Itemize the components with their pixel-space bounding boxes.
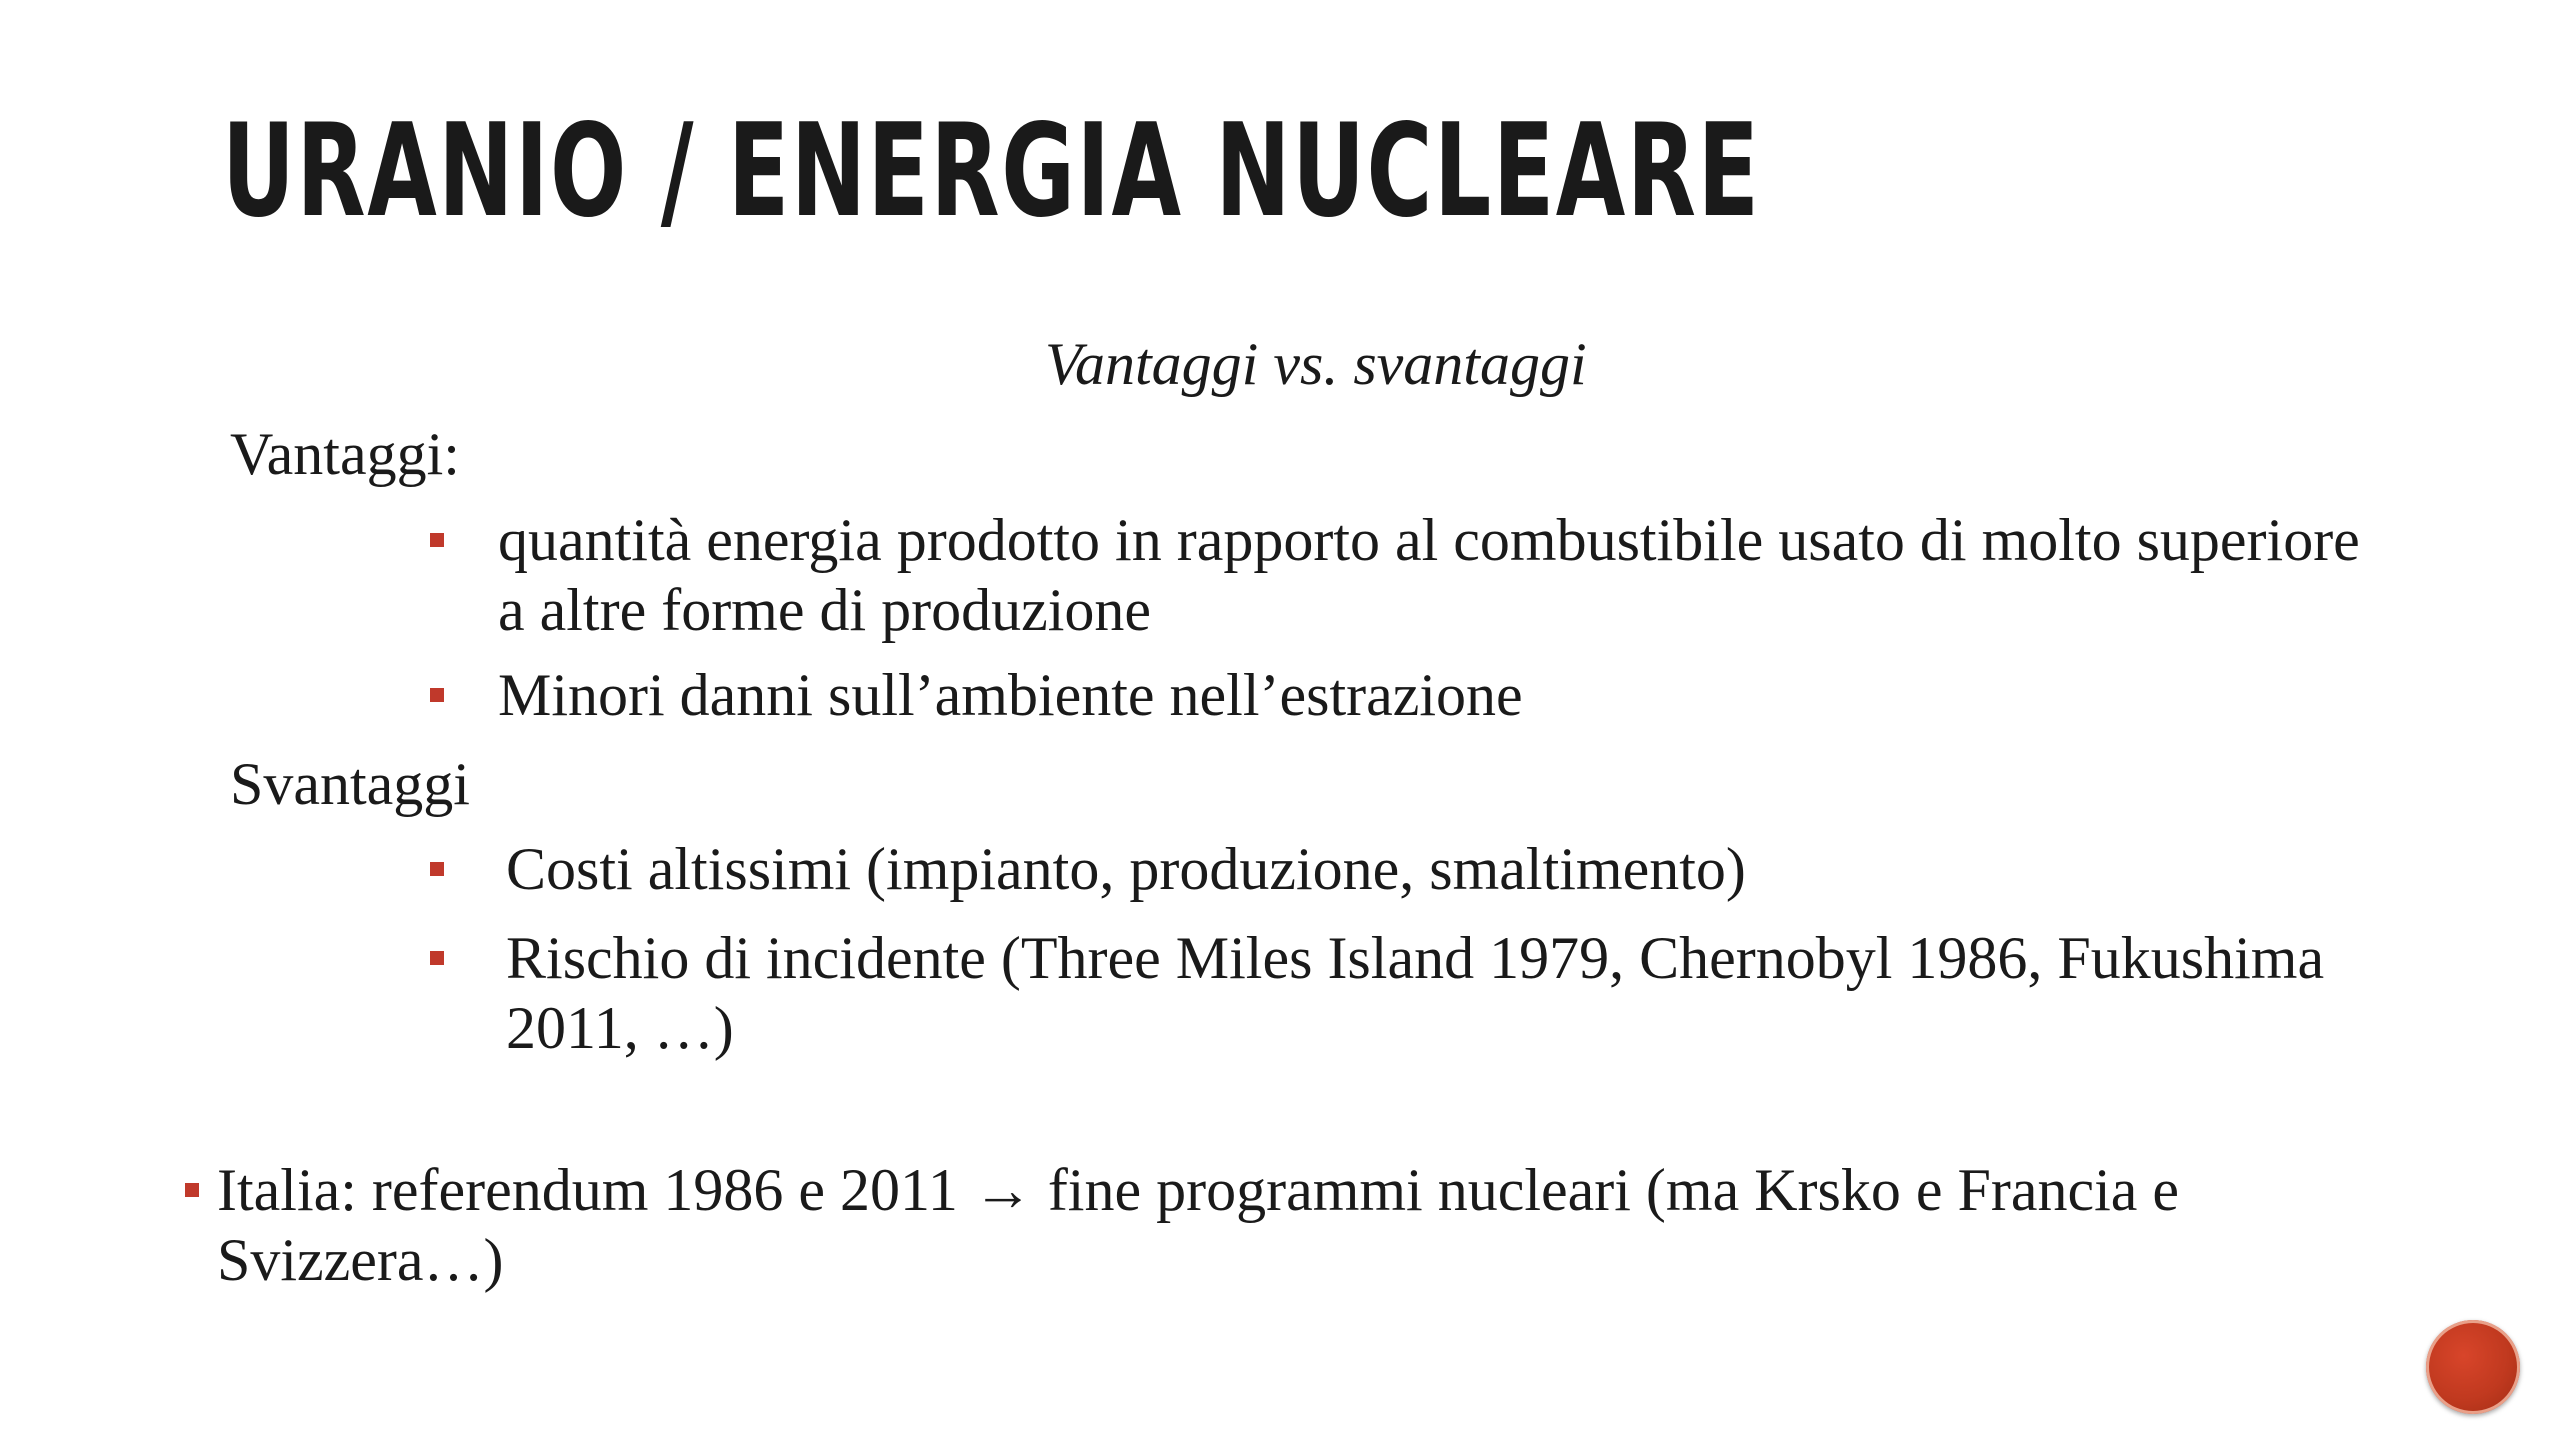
slide-title: URANIO / ENERGIA NUCLEARE [222,97,1761,246]
bullet-square-icon [185,1183,199,1197]
bullet-square-icon [430,533,444,547]
bullet-square-icon [430,688,444,702]
vantaggi-item-text: Minori danni sull’ambiente nell’estrazione [498,662,1523,728]
vantaggi-label: Vantaggi: [230,421,460,487]
slide-subtitle: Vantaggi vs. svantaggi [1045,331,1587,397]
bullet-square-icon [430,951,444,965]
svantaggi-item-text: Costi altissimi (impianto, produzione, smaltimento) [506,836,1746,902]
svantaggi-item-1 [430,834,2390,904]
slide-number-badge [2426,1320,2520,1414]
svantaggi-label: Svantaggi [230,751,470,817]
vantaggi-item-1 [430,505,2370,645]
bullet-square-icon [430,862,444,876]
italia-item [185,1155,2365,1295]
italia-text: Italia: referendum 1986 e 2011 → fine programmi nucleari (ma Krsko e Francia e Svizzera…) [217,1157,2180,1293]
vantaggi-item-2 [430,660,2370,730]
svantaggi-item-2 [430,923,2390,1063]
vantaggi-item-text: quantità energia prodotto in rapporto al combustibile usato di molto superiore a altre forme di produzione [498,507,2360,643]
svantaggi-item-text: Rischio di incidente (Three Miles Island 1979, Chernobyl 1986, Fukushima 2011, …) [506,925,2325,1061]
